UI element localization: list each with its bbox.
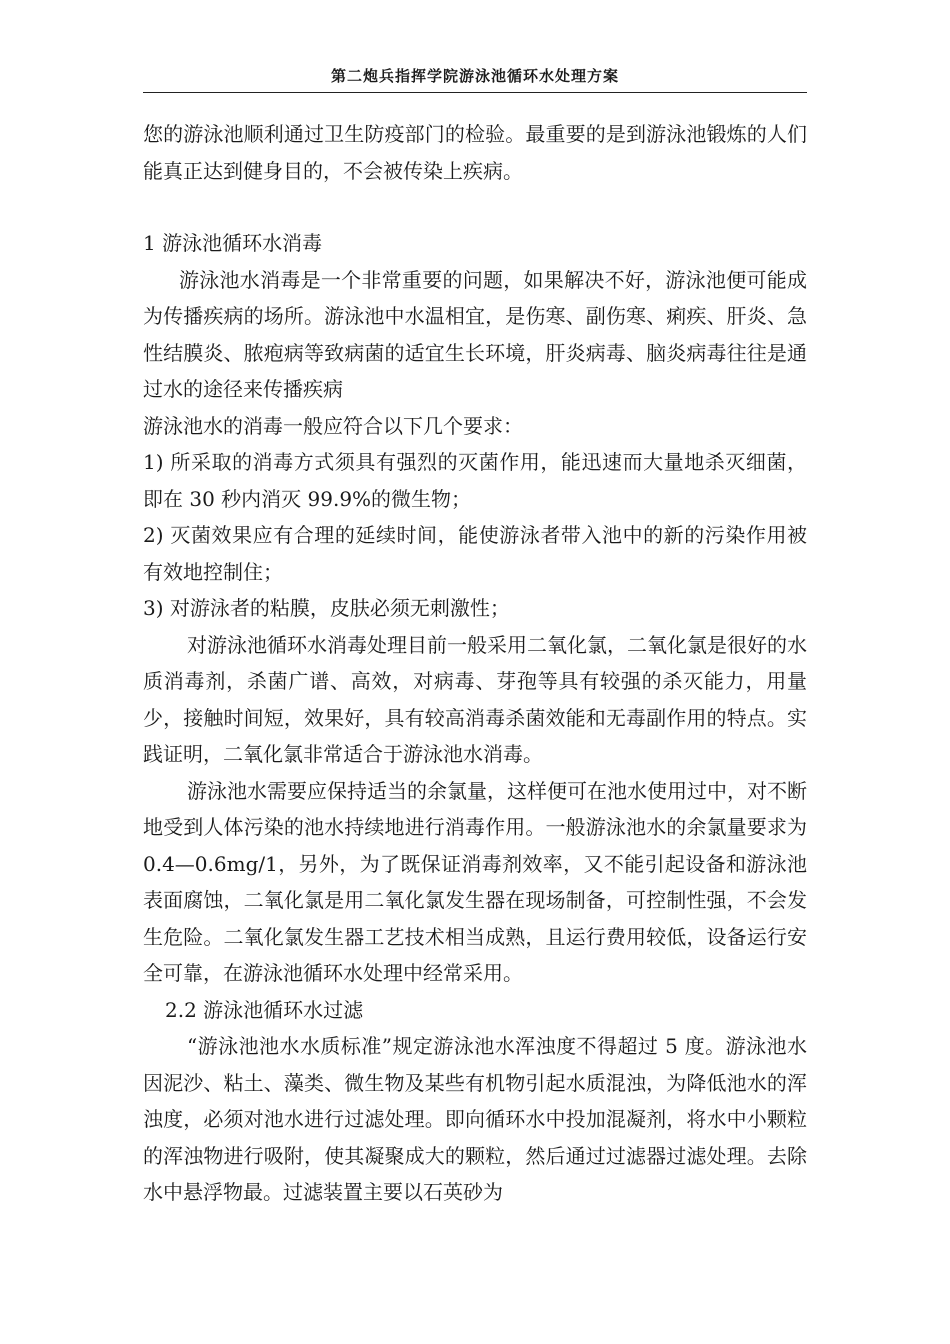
document-body [143, 116, 807, 1211]
paragraph-disinfection-importance: 游泳池水消毒是一个非常重要的问题，如果解决不好，游泳池便可能成为传播疾病的场所。游泳池中水温相宜，是伤寒、副伤寒、痢疾、肝炎、急性结膜炎、脓疱病等致病菌的适宜生长环境，肝炎病毒、脑炎病毒往往是通过水的途径来传播疾病 [143, 267, 807, 401]
header-divider [143, 92, 807, 93]
section-heading-disinfection: 1 游泳池循环水消毒 [143, 231, 323, 255]
paragraph-residual-chlorine: 游泳池水需要应保持适当的余氯量，这样便可在池水使用过中，对不断地受到人体污染的池水持续地进行消毒作用。一般游泳池水的余氯量要求为 0.4—0.6mg/1，另外，为了既保证消毒剂效率，又不能引起设备和游泳池表面腐蚀，二氧化氯是用二氧化氯发生器在现场制备，可控制性强，不会发生危险。二氧化氯发生器工艺技术相当成熟，且运行费用较低，设备运行安全可靠，在游泳池循环水处理中经常采用。 [143, 778, 807, 985]
paragraph-requirements-intro: 游泳池水的消毒一般应符合以下几个要求： [143, 413, 523, 438]
paragraph-chlorine-dioxide: 对游泳池循环水消毒处理目前一般采用二氧化氯，二氧化氯是很好的水质消毒剂，杀菌广谱、高效，对病毒、芽孢等具有较强的杀灭能力，用量少，接触时间短，效果好，具有较高消毒杀菌效能和无毒副作用的特点。实践证明，二氧化氯非常适合于游泳池水消毒。 [143, 632, 807, 766]
paragraph-gap [143, 189, 807, 225]
page-header-title: 第二炮兵指挥学院游泳池循环水处理方案 [330, 67, 619, 85]
paragraph-intro: 您的游泳池顺利通过卫生防疫部门的检验。最重要的是到游泳池锻炼的人们能真正达到健身目的，不会被传染上疾病。 [143, 122, 807, 183]
section-heading-filtration: 2.2 游泳池循环水过滤 [165, 997, 364, 1022]
requirement-item-1: 1) 所采取的消毒方式须具有强烈的灭菌作用，能迅速而大量地杀灭细菌，即在 30 秒内消灭 99.9%的微生物； [143, 450, 807, 511]
requirement-item-2: 2) 灭菌效果应有合理的延续时间，能使游泳者带入池中的新的污染作用被有效地控制住； [143, 523, 807, 584]
paragraph-filtration: “游泳池池水水质标准”规定游泳池水浑浊度不得超过 5 度。游泳池水因泥沙、粘土、藻类、微生物及某些有机物引起水质混浊，为降低池水的浑浊度，必须对池水进行过滤处理。即向循环水中投加混凝剂，将水中小颗粒的浑浊物进行吸附，使其凝聚成大的颗粒，然后通过过滤器过滤处理。去除水中悬浮物最。过滤装置主要以石英砂为 [143, 1034, 807, 1204]
requirement-item-3: 3) 对游泳者的粘膜，皮肤必须无刺激性； [143, 596, 510, 620]
